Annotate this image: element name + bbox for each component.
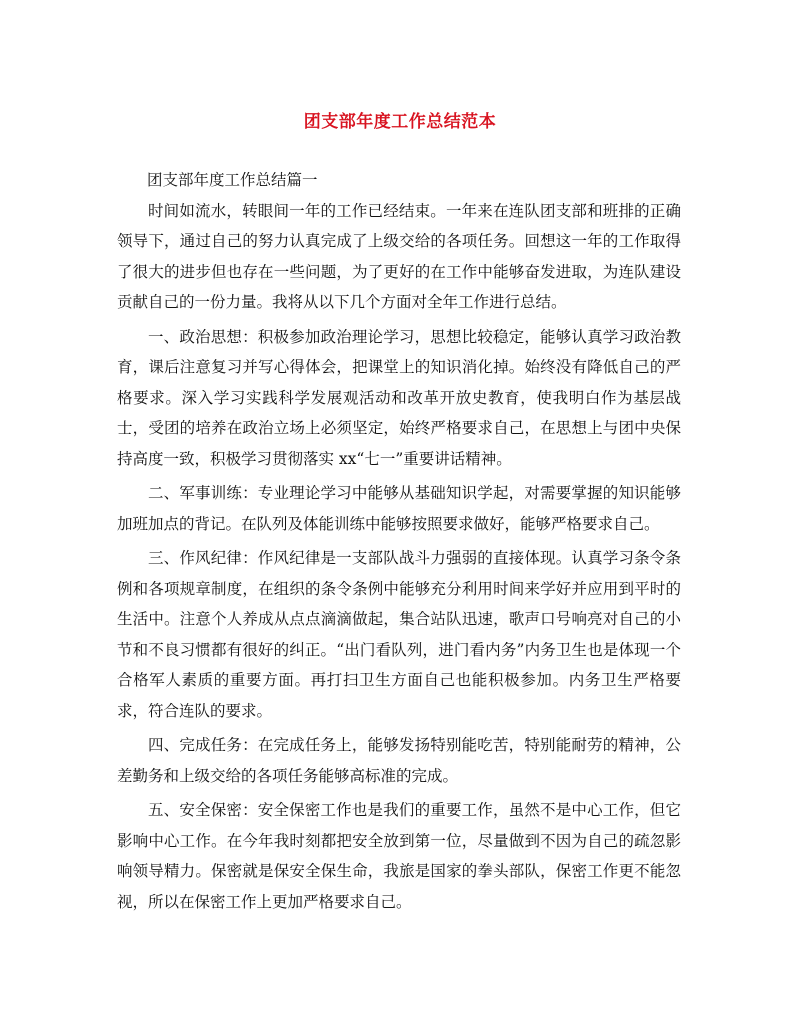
paragraph-intro: 时间如流水，转眼间一年的工作已经结束。一年来在连队团支部和班排的正确领导下，通过自己的努力认真完成了上级交给的各项任务。回想这一年的工作取得了很大的进步但也存在一些问题，为了更好的在工作中能够奋发进取，为连队建设贡献自己的一份力量。我将从以下几个方面对全年工作进行总结。 xyxy=(117,201,681,311)
paragraph-discipline: 三、作风纪律：作风纪律是一支部队战斗力强弱的直接体现。认真学习条令条例和各项规章制度，在组织的条令条例中能够充分利用时间来学好并应用到平时的生活中。注意个人养成从点点滴滴做起，集合站队迅速，歌声口号响亮对自己的小节和不良习惯都有很好的纠正。“出门看队列，进门看内务”内务卫生也是体现一个合格军人素质的重要方面。再打扫卫生方面自己也能积极参加。内务卫生严格要求，符合连队的要求。 xyxy=(117,549,681,720)
document-title: 团支部年度工作总结范本 xyxy=(303,112,497,132)
paragraph-military-training: 二、军事训练：专业理论学习中能够从基础知识学起，对需要掌握的知识能够加班加点的背记。在队列及体能训练中能够按照要求做好，能够严格要求自己。 xyxy=(117,484,681,533)
section-heading: 团支部年度工作总结篇一 xyxy=(147,171,318,189)
paragraph-security: 五、安全保密：安全保密工作也是我们的重要工作，虽然不是中心工作，但它影响中心工作。在今年我时刻都把安全放到第一位，尽量做到不因为自己的疏忽影响领导精力。保密就是保安全保生命，我旅是国家的拳头部队，保密工作更不能忽视，所以在保密工作上更加严格要求自己。 xyxy=(117,801,681,911)
paragraph-politics: 一、政治思想：积极参加政治理论学习，思想比较稳定，能够认真学习政治教育，课后注意复习并写心得体会，把课堂上的知识消化掉。始终没有降低自己的严格要求。深入学习实践科学发展观活动和改革开放史教育，使我明白作为基层战士，受团的培养在政治立场上必须坚定，始终严格要求自己，在思想上与团中央保持高度一致，积极学习贯彻落实 xx“七一”重要讲话精神。 xyxy=(117,327,681,468)
document-body xyxy=(117,165,681,921)
paragraph-tasks: 四、完成任务：在完成任务上，能够发扬特别能吃苦，特别能耐劳的精神，公差勤务和上级交给的各项任务能够高标准的完成。 xyxy=(117,736,681,785)
